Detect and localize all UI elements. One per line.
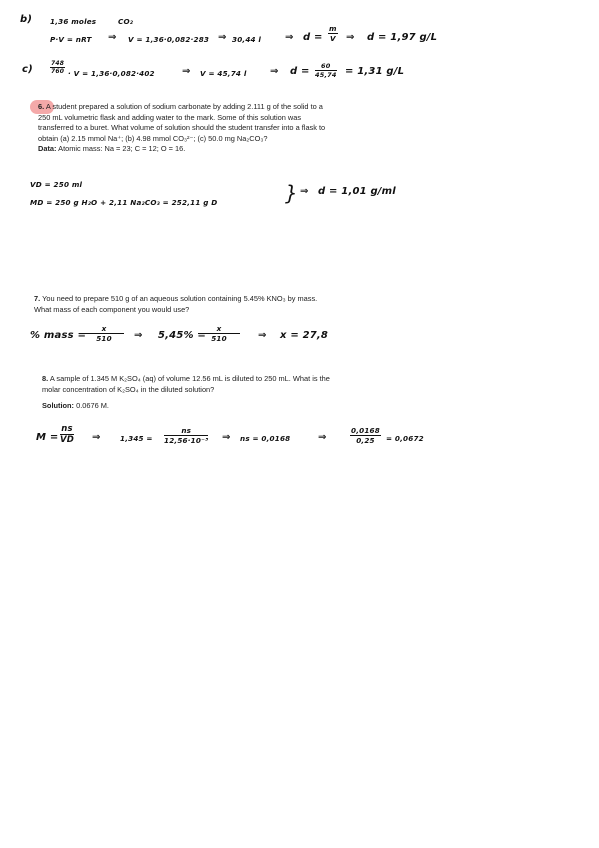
problem-8-line-1: A sample of 1.345 M K₂SO₄ (aq) of volume 12.56 mL is diluted to 250 mL. What is the [49,374,330,383]
fraction-denominator: 0,25 [356,436,375,445]
work-7-fraction-2 [198,324,240,343]
arrow-icon: ⇒ [134,330,143,341]
fraction-numerator: m [329,24,337,33]
work-8-fraction-2 [164,426,208,445]
part-b-ideal-gas: P·V = nRT [50,35,92,44]
problem-6-line-2: 250 mL volumetric flask and adding water to the mark. Some of this solution was [38,112,302,122]
work-7-mid: 5,45% = [158,330,206,341]
problem-8-solution-value: 0.0676 M. [76,401,109,411]
problem-6-data-label: Data: [38,144,57,154]
problem-7-line-2: What mass of each component you would use? [34,304,190,314]
arrow-icon: ⇒ [258,330,267,341]
work-8-result: = 0,0672 [386,434,424,443]
fraction-numerator: x [84,324,124,334]
work-6-vd: VD = 250 ml [30,180,83,189]
work-7-lhs: % mass = [30,330,87,341]
brace-icon: } [285,181,298,205]
fraction-numerator: 60 [315,62,337,71]
part-b-volume-result: 30,44 l [232,35,262,44]
arrow-icon: ⇒ [182,66,191,77]
problem-6-line-4: obtain (a) 2.15 mmol Na⁺; (b) 4.98 mmol CO₃²⁻; (c) 50.0 mg Na₂CO₃? [38,133,268,143]
work-8-m-lhs: M = [36,432,59,443]
arrow-icon: ⇒ [270,66,279,77]
problem-8-number: 8. [42,374,49,383]
arrow-icon: ⇒ [346,32,355,43]
problem-6-data-text: Atomic mass: Na = 23; C = 12; O = 16. [58,144,186,154]
arrow-icon: ⇒ [218,32,227,43]
arrow-icon: ⇒ [92,432,101,443]
problem-6-line-1: A student prepared a solution of sodium carbonate by adding 2.111 g of the solid to a [45,102,323,111]
part-b-species: CO₂ [118,17,134,26]
part-b-amount: 1,36 moles [50,17,97,26]
problem-6-line-3: transferred to a buret. What volume of solution should the student transfer into a flask to [38,123,326,133]
fraction-denominator: VD [60,435,75,445]
part-c-density-fraction [315,62,337,79]
part-b-label: b) [20,14,33,25]
work-8-step2-lhs: 1,345 = [120,434,153,443]
problem-7-line-1: You need to prepare 510 g of an aqueous solution containing 5.45% KNO₃ by mass. [42,294,318,303]
work-6-md: MD = 250 g H₂O + 2,11 Na₂CO₃ = 252,11 g D [30,198,218,207]
fraction-numerator: 748 [51,60,65,67]
arrow-icon: ⇒ [285,32,294,43]
part-c-volume-calc: · V = 1,36·0,082·402 [68,69,155,78]
problem-8-solution-label: Solution: [42,401,75,411]
fraction-numerator: ns [164,426,208,436]
fraction-denominator: 45,74 [315,71,337,79]
problem-6-text [38,102,325,155]
part-b-volume-calc: V = 1,36·0,082·283 [128,35,210,44]
part-b-density-fraction [328,24,338,43]
arrow-icon: ⇒ [108,32,117,43]
problem-7-text [34,294,317,315]
work-7-fraction-1 [84,324,124,343]
arrow-icon: ⇒ [222,432,231,443]
work-8-fraction-3 [350,426,381,445]
part-c-label: c) [22,64,33,75]
part-c-pressure-fraction [50,60,65,75]
part-c-density-lhs: d = [290,66,310,77]
part-c-density-result: = 1,31 g/L [345,66,405,77]
work-6-density-result: d = 1,01 g/ml [318,186,396,197]
arrow-icon: ⇒ [318,432,327,443]
work-8-step3: ns = 0,0168 [240,434,291,443]
fraction-denominator: 760 [51,68,65,75]
part-b-density-lhs: d = [303,32,323,43]
fraction-denominator: 510 [96,334,112,343]
fraction-numerator: 0,0168 [351,426,380,435]
problem-6-number: 6. [38,102,45,111]
arrow-icon: ⇒ [300,186,309,197]
fraction-denominator: V [329,34,336,43]
part-c-volume-result: V = 45,74 l [200,69,247,78]
fraction-numerator: ns [61,424,73,434]
problem-7-number: 7. [34,294,41,303]
fraction-numerator: x [198,324,240,334]
work-8-fraction-1 [60,424,74,445]
problem-8-line-2: molar concentration of K₂SO₄ in the diluted solution? [42,384,215,394]
work-7-result: x = 27,8 [280,330,329,341]
fraction-denominator: 510 [211,334,227,343]
problem-8-text [42,374,330,412]
part-b-density-result: d = 1,97 g/L [367,32,438,43]
fraction-denominator: 12,56·10⁻³ [164,436,209,445]
